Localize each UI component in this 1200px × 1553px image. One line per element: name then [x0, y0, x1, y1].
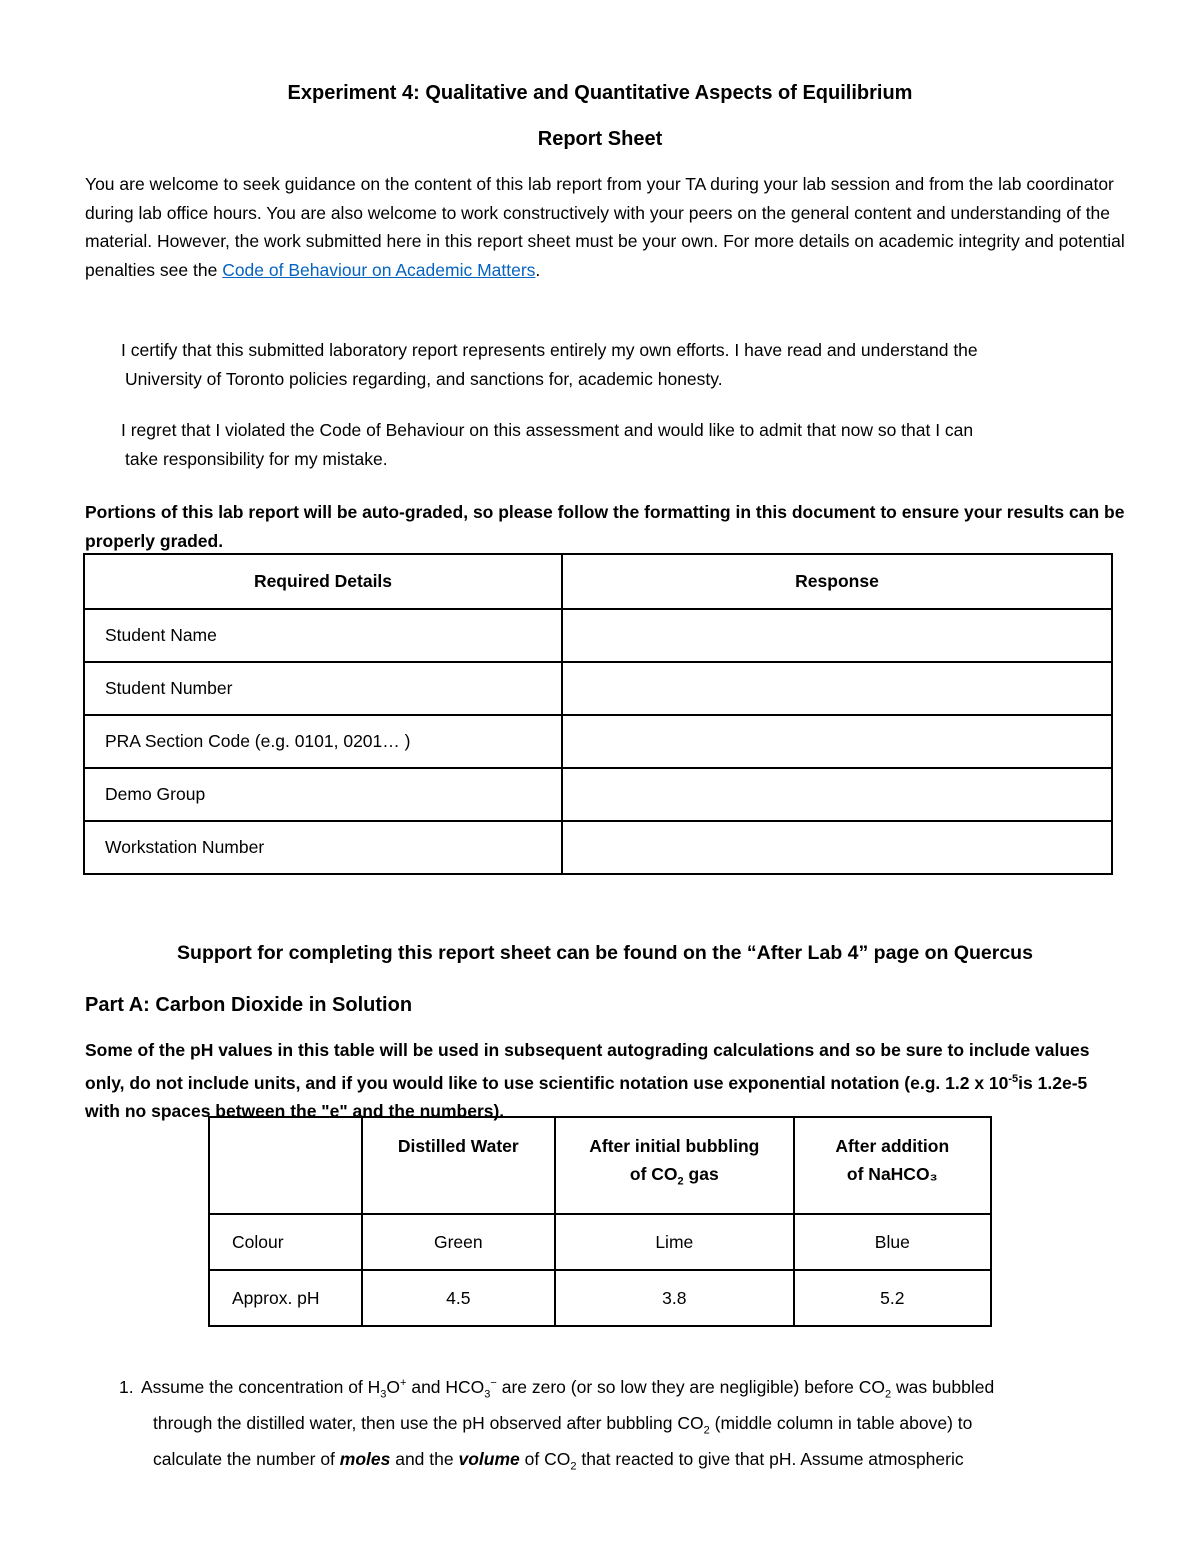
question-number: 1. [119, 1376, 134, 1397]
ph-after-addition[interactable]: 5.2 [794, 1270, 991, 1326]
q1-text: are zero (or so low they are negligible) before CO [496, 1376, 885, 1397]
regret-line-2: take responsibility for my mistake. [125, 448, 388, 469]
ph-table [208, 1116, 992, 1327]
question-1 [119, 1369, 1119, 1481]
q1-volume: volume [458, 1448, 520, 1469]
regret-line-1: I regret that I violated the Code of Behaviour on this assessment and would like to admit that now so that I can [121, 420, 974, 440]
ph-header-after-addition-line1: After addition [835, 1136, 950, 1156]
page-subtitle: Report Sheet [537, 128, 663, 150]
intro-paragraph [85, 170, 1125, 284]
ph-header-after-bubbling-line2a: of CO [629, 1164, 678, 1184]
q1-text: was bubbled [891, 1376, 995, 1397]
q1-sup: − [490, 1377, 497, 1389]
colour-after-bubbling[interactable]: Lime [555, 1214, 794, 1270]
student-number-response[interactable] [562, 662, 1112, 715]
workstation-number-response[interactable] [562, 821, 1112, 874]
ph-header-after-addition [794, 1117, 991, 1214]
ph-header-blank [209, 1117, 362, 1214]
q1-sub: 3 [380, 1388, 387, 1401]
header-required-details: Required Details [84, 554, 562, 609]
q1-text: through the distilled water, then use the pH observed after bubbling CO [153, 1412, 704, 1433]
page-title: Experiment 4: Qualitative and Quantitative Aspects of Equilibrium [287, 82, 913, 104]
q1-sub: 3 [484, 1388, 491, 1401]
table-row [209, 1214, 991, 1270]
part-a-heading: Part A: Carbon Dioxide in Solution [85, 994, 413, 1016]
ph-distilled[interactable]: 4.5 [362, 1270, 555, 1326]
q1-text: calculate the number of [153, 1448, 340, 1469]
q1-text: that reacted to give that pH. Assume atmospheric [576, 1448, 964, 1469]
detail-label: Workstation Number [84, 821, 562, 874]
colour-after-addition[interactable]: Blue [794, 1214, 991, 1270]
ph-note-b: is 1.2e-5 with no spaces between the "e" and the numbers). [85, 1072, 1088, 1121]
ph-header-after-addition-line2: of NaHCO₃ [846, 1164, 938, 1184]
intro-text: You are welcome to seek guidance on the content of this lab report from your TA during your lab session and from the lab coordinator during lab office hours. You are also welcome to work constructively with your peers on the general content and understanding of the material. However, the work submitted here in this report sheet must be your own. For more details on academic integrity and potential penalties see the [85, 174, 1125, 280]
q1-line-2 [119, 1409, 1119, 1445]
q1-text: (middle column in table above) to [709, 1412, 973, 1433]
q1-line-3 [119, 1445, 1119, 1481]
detail-label: Demo Group [84, 768, 562, 821]
ph-row-label: Approx. pH [209, 1270, 362, 1326]
table-header-row [84, 554, 1112, 609]
table-row [84, 715, 1112, 768]
ph-after-bubbling[interactable]: 3.8 [555, 1270, 794, 1326]
pra-section-response[interactable] [562, 715, 1112, 768]
q1-sub: 2 [703, 1424, 710, 1437]
q1-sup: + [400, 1377, 407, 1389]
ph-header-after-bubbling-line1: After initial bubbling [589, 1136, 760, 1156]
code-of-behaviour-link[interactable]: Code of Behaviour on Academic Matters [222, 259, 536, 280]
table-row [84, 609, 1112, 662]
q1-moles: moles [339, 1448, 391, 1469]
q1-sub: 2 [570, 1460, 577, 1473]
ph-note-a: Some of the pH values in this table will be used in subsequent autograding calculations and so be sure to include values only, do not include units, and if you would like to use scientific notation use exponential notation (e.g. 1.2 x 10 [85, 1040, 1090, 1093]
colour-distilled[interactable]: Green [362, 1214, 555, 1270]
q1-text: of CO [519, 1448, 571, 1469]
required-details-table [83, 553, 1113, 875]
table-row [84, 662, 1112, 715]
table-row [84, 821, 1112, 874]
q1-sub: 2 [884, 1388, 892, 1401]
q1-text: and HCO [406, 1376, 485, 1397]
ph-header-distilled-water: Distilled Water [362, 1117, 555, 1214]
ph-note-exponent: -5 [1008, 1072, 1019, 1085]
header-response: Response [562, 554, 1112, 609]
demo-group-response[interactable] [562, 768, 1112, 821]
certify-line-2: University of Toronto policies regarding, and sanctions for, academic honesty. [125, 368, 723, 389]
detail-label: Student Number [84, 662, 562, 715]
support-heading: Support for completing this report sheet can be found on the “After Lab 4” page on Quercus [177, 942, 1033, 964]
table-row [84, 768, 1112, 821]
autograde-note: Portions of this lab report will be auto-graded, so please follow the formatting in this document to ensure your results can be properly graded. [85, 502, 1125, 551]
ph-instructions [85, 1036, 1125, 1125]
student-name-response[interactable] [562, 609, 1112, 662]
certify-line-1: I certify that this submitted laboratory report represents entirely my own efforts. I have read and understand the [121, 340, 978, 360]
intro-end: . [535, 259, 541, 280]
q1-text: O [386, 1376, 401, 1397]
ph-row-label: Colour [209, 1214, 362, 1270]
table-row [209, 1270, 991, 1326]
certify-statement[interactable] [121, 336, 1121, 393]
regret-statement[interactable] [121, 416, 1121, 473]
ph-header-after-bubbling [555, 1117, 794, 1214]
detail-label: PRA Section Code (e.g. 0101, 0201… ) [84, 715, 562, 768]
ph-header-sub: 2 [677, 1175, 684, 1188]
q1-text: Assume the concentration of H [141, 1376, 381, 1397]
ph-header-after-bubbling-line2b: gas [688, 1164, 719, 1184]
q1-text: and the [390, 1448, 459, 1469]
detail-label: Student Name [84, 609, 562, 662]
ph-header-row [209, 1117, 991, 1214]
